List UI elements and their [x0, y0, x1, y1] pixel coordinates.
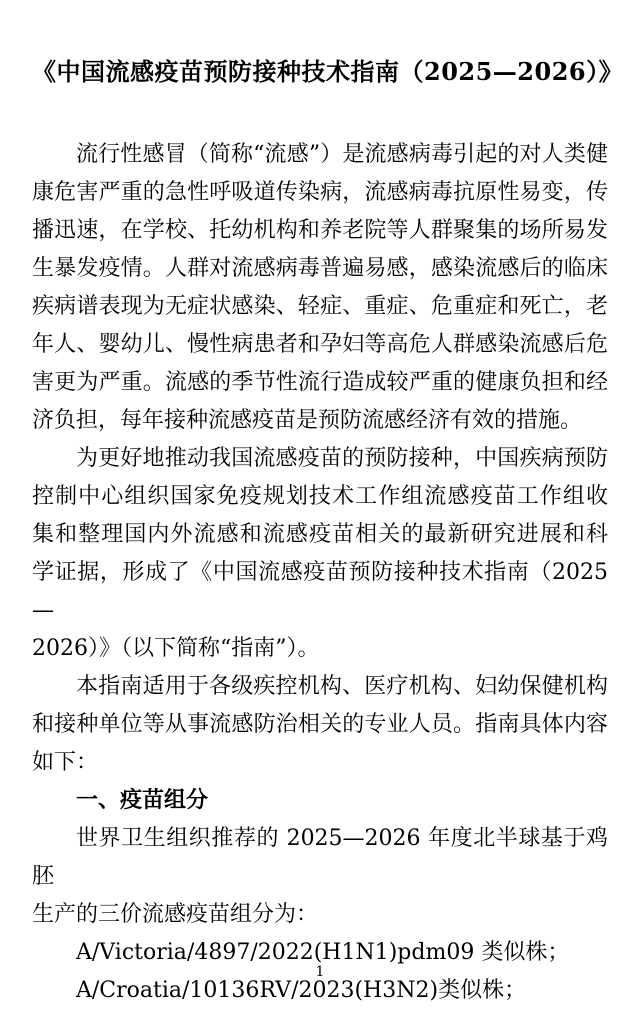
paragraph-line: 和接种单位等从事流感防治相关的专业人员。指南具体内容 [32, 712, 608, 737]
paragraph-line: 年人、婴幼儿、慢性病患者和孕妇等高危人群感染流感后危 [32, 332, 608, 357]
paragraph-line: 疾病谱表现为无症状感染、轻症、重症、危重症和死亡，老 [32, 294, 608, 319]
paragraph-line: 为更好地推动我国流感疫苗的预防接种，中国疾病预防 [76, 446, 608, 471]
document-body [32, 136, 608, 1010]
paragraph-line: 生暴发疫情。人群对流感病毒普遍易感，感染流感后的临床 [32, 256, 608, 281]
paragraph-line: 2026）》（以下简称“指南”）。 [32, 636, 320, 661]
paragraph-line: 害更为严重。流感的季节性流行造成较严重的健康负担和经 [32, 370, 608, 395]
paragraph-line: 康危害严重的急性呼吸道传染病，流感病毒抗原性易变，传 [32, 180, 608, 205]
paragraph-line: 本指南适用于各级疾控机构、医疗机构、妇幼保健机构 [76, 674, 608, 699]
strain-line-h1n1: A/Victoria/4897/2022(H1N1)pdm09 类似株； [76, 940, 570, 965]
paragraph-line: 控制中心组织国家免疫规划技术工作组流感疫苗工作组收 [32, 484, 608, 509]
strain-line-h3n2: A/Croatia/10136RV/2023(H3N2)类似株； [76, 978, 527, 1003]
paragraph-line: 流行性感冒（简称“流感”）是流感病毒引起的对人类健 [76, 142, 608, 167]
paragraph-line: 集和整理国内外流感和流感疫苗相关的最新研究进展和科 [32, 522, 608, 547]
paragraph-line: 世界卫生组织推荐的 2025—2026 年度北半球基于鸡胚 [32, 826, 608, 889]
page-number: 1 [315, 964, 325, 980]
paragraph-line: 生产的三价流感疫苗组分为： [32, 902, 319, 927]
paragraph-line: 播迅速，在学校、托幼机构和养老院等人群聚集的场所易发 [32, 218, 608, 243]
paragraph-line: 学证据，形成了《中国流感疫苗预防接种技术指南（2025— [32, 560, 608, 623]
paragraph-line: 如下： [32, 750, 99, 775]
section-heading-vaccine-composition: 一、疫苗组分 [76, 788, 209, 813]
document-title: 《中国流感疫苗预防接种技术指南（2025—2026）》 [32, 57, 624, 86]
paragraph-line: 济负担，每年接种流感疫苗是预防流感经济有效的措施。 [32, 408, 583, 433]
